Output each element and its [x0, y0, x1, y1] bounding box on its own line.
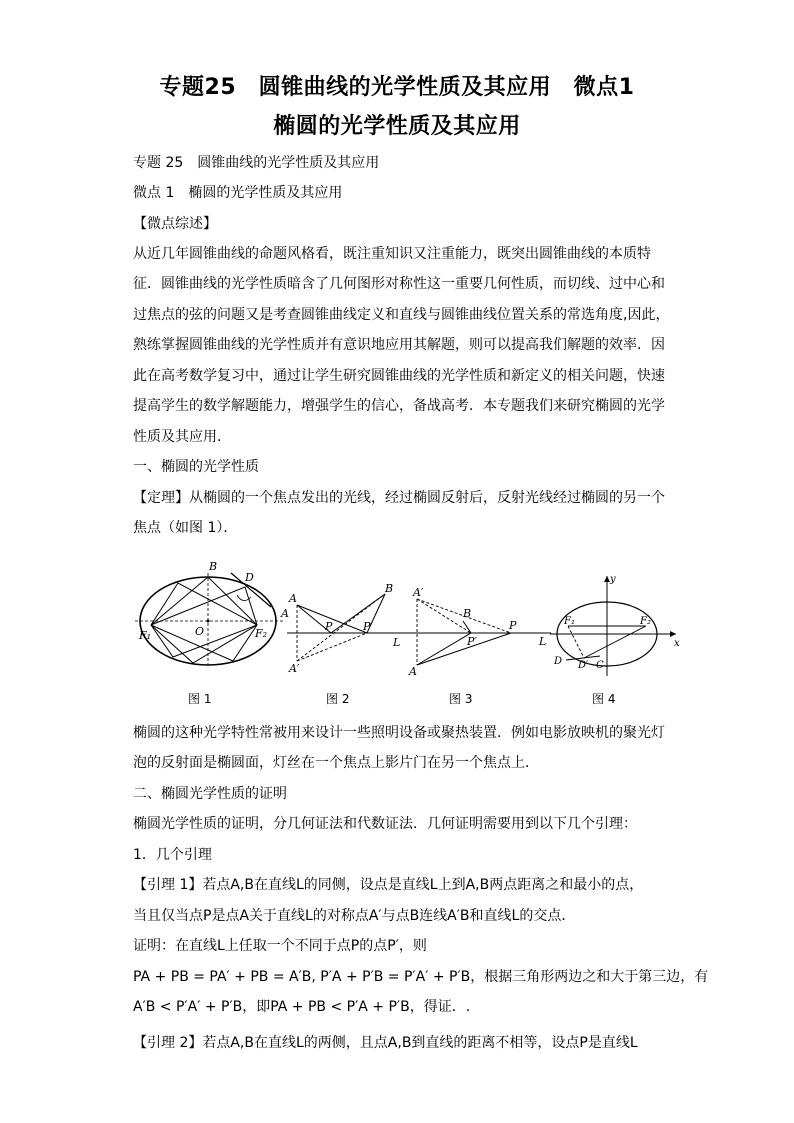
figure-4-caption: 图 4: [592, 692, 616, 706]
figure-3-reflection-opposite-side: [405, 585, 555, 680]
fig1-label-a: A: [281, 607, 289, 620]
fig3-label-l: L: [539, 635, 547, 648]
fig4-label-f2: F₂: [640, 616, 651, 627]
section-heading-proof: 二、椭圆光学性质的证明: [133, 786, 287, 802]
fig1-label-d: D: [245, 571, 254, 584]
overview-paragraph-line: 性质及其应用．: [133, 429, 231, 445]
overview-paragraph-line: 熟练掌握圆锥曲线的光学性质并有意识地应用其解题，则可以提高我们解题的效率．因: [133, 337, 665, 353]
figure-1-caption: 图 1: [188, 692, 212, 706]
theorem-line: 焦点（如图 1）．: [133, 520, 238, 536]
proof-conclusion-line: A′B < P′A′ + P′B，即PA + PB < P′A + P′B，得证．.: [133, 999, 471, 1015]
page-title-line1: 专题25 圆锥曲线的光学性质及其应用 微点1: [159, 75, 635, 100]
fig1-label-f2: F₂: [255, 627, 268, 640]
overview-paragraph-line: 此在高考数学复习中，通过让学生研究圆锥曲线的光学性质和新定义的相关问题，快速: [133, 368, 665, 384]
fig4-label-x: x: [674, 638, 680, 649]
fig3-label-a-prime: A′: [413, 586, 424, 599]
proof-formula-line: PA + PB = PA′ + PB = A′B, P′A + P′B = P′A′ + P′B，根据三角形两边之和大于第三边，有: [133, 969, 709, 985]
figure-2-caption: 图 2: [326, 692, 350, 706]
fig1-label-b: B: [209, 560, 218, 573]
fig3-label-b: B: [463, 607, 472, 620]
lemma-2-line: 【引理 2】若点A,B在直线L的两侧，且点A,B到直线的距离不相等，设点P是直线L: [133, 1035, 638, 1051]
overview-heading: 【微点综述】: [133, 216, 217, 232]
fig4-label-y: y: [610, 574, 616, 585]
fig3-label-p: P: [509, 619, 517, 632]
overview-paragraph-line: 征．圆锥曲线的光学性质暗含了几何图形对称性这一重要几何性质，而切线、过中心和: [133, 276, 665, 292]
overview-paragraph-line: 从近几年圆锥曲线的命题风格看，既注重知识又注重能力，既突出圆锥曲线的本质特: [133, 246, 651, 262]
fig1-label-o: O: [195, 625, 205, 638]
fig4-label-d: D: [554, 656, 563, 667]
fig3-label-p-prime: P′: [467, 635, 477, 648]
figure-1-ellipse-reflection: [133, 555, 293, 673]
section-heading-optics: 一、椭圆的光学性质: [133, 459, 259, 475]
fig2-label-l: L: [393, 636, 401, 649]
application-line: 椭圆的这种光学特性常被用来设计一些照明设备或聚热装置．例如电影放映机的聚光灯: [133, 725, 665, 741]
lemmas-heading: 1．几个引理: [133, 847, 212, 863]
fig2-label-a-prime: A′: [289, 662, 300, 675]
subtitle-topic: 专题 25 圆锥曲线的光学性质及其应用: [133, 155, 380, 171]
figure-4-ellipse-coordinates: [548, 568, 684, 678]
overview-paragraph-line: 过焦点的弦的问题又是考查圆锥曲线定义和直线与圆锥曲线位置关系的常选角度,因此，: [133, 307, 670, 323]
overview-paragraph-line: 提高学生的数学解题能力，增强学生的信心，备战高考．本专题我们来研究椭圆的光学: [133, 398, 665, 414]
figure-2-reflection-same-side: [285, 580, 415, 675]
subtitle-point: 微点 1 椭圆的光学性质及其应用: [133, 185, 343, 201]
theorem-line: 【定理】从椭圆的一个焦点发出的光线，经过椭圆反射后，反射光线经过椭圆的另一个: [133, 490, 665, 506]
page-title-line2: 椭圆的光学性质及其应用: [273, 114, 521, 139]
fig2-label-a: A: [289, 592, 297, 605]
figure-3-caption: 图 3: [449, 692, 473, 706]
lemma-1-line: 当且仅当点P是点A关于直线L的对称点A′与点B连线A′B和直线L的交点．: [133, 908, 576, 924]
fig2-label-p: P: [325, 620, 333, 633]
fig4-label-f1: F₁: [564, 616, 575, 627]
fig4-label-c: C: [596, 660, 604, 671]
application-line: 泡的反射面是椭圆面，灯丝在一个焦点上影片门在另一个焦点上．: [133, 755, 539, 771]
proof-line: 证明：在直线L上任取一个不同于点P的点P′，则: [133, 938, 427, 954]
fig1-label-f1: F₁: [139, 629, 152, 642]
proof-intro: 椭圆光学性质的证明，分几何证法和代数证法．几何证明需要用到以下几个引理：: [133, 816, 637, 832]
fig2-label-b: B: [385, 582, 394, 595]
fig4-label-d-prime: D′: [578, 660, 589, 671]
fig3-label-a: A: [409, 665, 417, 678]
fig2-label-p-prime: P′: [363, 620, 373, 633]
lemma-1-line: 【引理 1】若点A,B在直线L的同侧，设点是直线L上到A,B两点距离之和最小的点，: [133, 877, 644, 893]
